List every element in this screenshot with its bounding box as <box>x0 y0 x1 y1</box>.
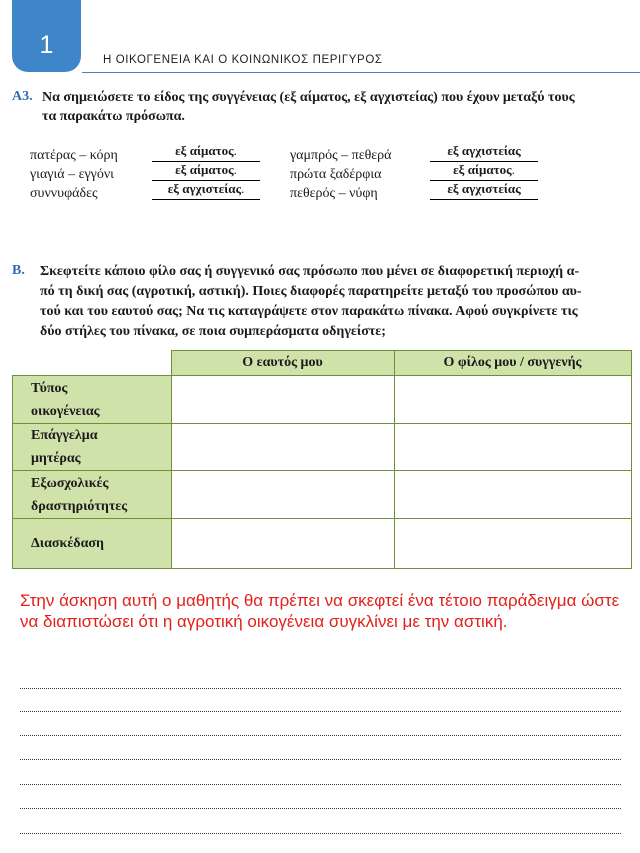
question-a3-number: Α3. <box>12 89 33 104</box>
answer-line[interactable] <box>20 833 621 834</box>
table-cell-friend[interactable] <box>394 471 631 519</box>
table-row <box>13 376 632 424</box>
row-label-line: οικογένειας <box>31 403 100 419</box>
question-b-line: τού και του εαυτού σας; Να τις καταγράψετε στον παρακάτω πίνακα. Αφού συγκρίνετε τις <box>40 304 578 319</box>
answer-dot: . <box>233 162 237 177</box>
column-header-friend: Ο φίλος μου / συγγενής <box>394 351 631 376</box>
answer-text: εξ αίματος <box>175 143 234 158</box>
row-label-activities <box>13 471 172 519</box>
question-b-line: Σκεφτείτε κάποιο φίλο σας ή συγγενικό σας πρόσωπο που μένει σε διαφορετική περιοχή α- <box>40 264 580 279</box>
row-label-mother-profession <box>13 424 172 471</box>
answer-text: εξ αίματος <box>453 162 512 177</box>
pair-label: γιαγιά – εγγόνι <box>30 167 114 182</box>
table-cell-self[interactable] <box>171 519 394 569</box>
row-label-line: Επάγγελμα <box>31 428 98 443</box>
question-a3-text-line2: τα παρακάτω πρόσωπα. <box>42 109 185 124</box>
table-cell-self[interactable] <box>171 471 394 519</box>
teacher-note: Στην άσκηση αυτή ο μαθητής θα πρέπει να σκεφτεί ένα τέτοιο παράδειγμα ώστε να διαπιστώσει ότι η αγροτική οικογένεια συγκλίνει με την αστική. <box>20 591 620 631</box>
answer-line[interactable] <box>20 784 621 785</box>
answer-line[interactable] <box>20 808 621 809</box>
question-b-line: πό τη δική σας (αγροτική, αστική). Ποιες διαφορές παρατηρείτε μεταξύ του προσώπου αυ- <box>40 284 582 299</box>
answer-dot: . <box>233 143 237 158</box>
answer-dot: . <box>241 181 245 196</box>
table-row <box>13 519 632 569</box>
table-corner <box>13 351 172 376</box>
pair-label: γαμπρός – πεθερά <box>290 148 392 163</box>
answer-text: εξ αγχιστείας <box>447 143 521 158</box>
row-label-entertainment <box>13 519 172 569</box>
pair-label: πρώτα ξαδέρφια <box>290 167 382 182</box>
table-row <box>13 424 632 471</box>
kinship-answer <box>152 162 260 181</box>
chapter-number: 1 <box>39 31 54 59</box>
kinship-answer <box>152 181 260 200</box>
chapter-title: Η ΟΙΚΟΓΕΝΕΙΑ ΚΑΙ Ο ΚΟΙΝΩΝΙΚΟΣ ΠΕΡΙΓΥΡΟΣ <box>103 54 383 66</box>
answer-text: εξ αγχιστείας <box>447 181 521 196</box>
answer-line[interactable] <box>20 688 621 689</box>
comparison-table <box>12 350 632 569</box>
table-cell-self[interactable] <box>171 376 394 424</box>
kinship-answer <box>430 181 538 200</box>
table-cell-friend[interactable] <box>394 519 631 569</box>
column-header-self: Ο εαυτός μου <box>171 351 394 376</box>
table-cell-friend[interactable] <box>394 376 631 424</box>
header-divider <box>82 72 640 73</box>
pair-label: πεθερός – νύφη <box>290 186 378 201</box>
answer-line[interactable] <box>20 735 621 736</box>
table-cell-friend[interactable] <box>394 424 631 471</box>
question-b-line: δύο στήλες του πίνακα, σε ποια συμπεράσματα οδηγείστε; <box>40 324 386 339</box>
pair-label: συννυφάδες <box>30 186 98 201</box>
row-label-family-type <box>13 376 172 424</box>
row-label-line: Εξωσχολικές <box>31 475 109 491</box>
answer-line[interactable] <box>20 711 621 712</box>
table-row <box>13 471 632 519</box>
chapter-number-tab <box>12 0 81 72</box>
kinship-answer <box>430 162 538 181</box>
row-label-line: Διασκέδαση <box>31 536 104 551</box>
kinship-answer <box>152 143 260 162</box>
answer-text: εξ αγχιστείας <box>167 181 242 196</box>
answer-text: εξ αίματος <box>175 162 234 177</box>
row-label-line: δραστηριότητες <box>31 498 128 514</box>
question-a3-text-line1: Να σημειώσετε το είδος της συγγένειας (εξ αίματος, εξ αγχιστείας) που έχουν μεταξύ τους <box>42 90 575 105</box>
answer-dot: . <box>511 162 515 177</box>
kinship-answer <box>430 143 538 162</box>
row-label-line: μητέρας <box>31 451 81 466</box>
answer-line[interactable] <box>20 759 621 760</box>
pair-label: πατέρας – κόρη <box>30 148 118 163</box>
table-cell-self[interactable] <box>171 424 394 471</box>
question-b-number: Β. <box>12 263 25 278</box>
row-label-line: Τύπος <box>31 380 68 396</box>
